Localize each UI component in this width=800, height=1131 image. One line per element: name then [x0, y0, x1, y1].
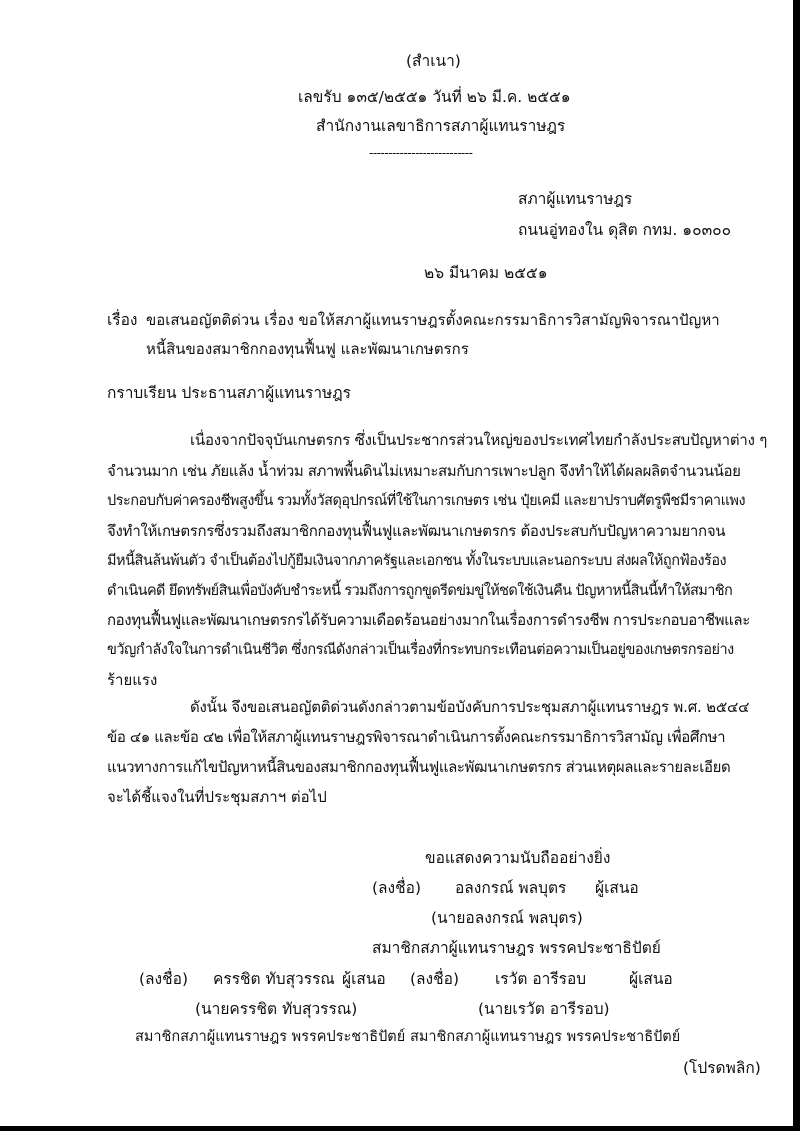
closing-phrase: ขอแสดงความนับถืออย่างยิ่ง [425, 849, 611, 867]
left-signer-position: สมาชิกสภาผู้แทนราษฎร พรรคประชาธิปัตย์ [135, 1029, 406, 1045]
main-signer-name: อลงกรณ์ พลบุตร [455, 879, 567, 897]
paragraph-line: เนื่องจากปัจจุบันเกษตรกร ซึ่งเป็นประชากรส่วนใหญ่ของประเทศไทยกำลังประสบปัญหาต่าง ๆ [190, 431, 768, 449]
main-sign-label: (ลงชื่อ) [372, 879, 421, 897]
paragraph-line: จึงทำให้เกษตรกรซึ่งรวมถึงสมาชิกกองทุนฟื้นฟูและพัฒนาเกษตรกร ต้องประสบกับปัญหาความยากจน [107, 522, 726, 540]
right-signer-name: เรวัต อารีรอบ [495, 970, 587, 988]
paragraph-line: กองทุนฟื้นฟูและพัฒนาเกษตรกรได้รับความเดือดร้อนอย่างมากในเรื่องการดำรงชีพ การประกอบอาชีพและ [107, 611, 750, 629]
header-divider: --------------------------- [369, 146, 473, 160]
copy-mark: (สำเนา) [406, 52, 461, 70]
right-signer-position: สมาชิกสภาผู้แทนราษฎร พรรคประชาธิปัตย์ [410, 1029, 681, 1045]
paragraph-line: ขวัญกำลังใจในการดำเนินชีวิต ซึ่งกรณีดังกล่าวเป็นเรื่องที่กระทบกระเทือนต่อความเป็นอยู่ของเกษตรกรอย่าง [107, 642, 734, 658]
paragraph-line: ร้ายแรง [107, 671, 158, 689]
right-signer-role: ผู้เสนอ [629, 970, 673, 988]
main-signer-role: ผู้เสนอ [595, 879, 639, 897]
right-sign-label: (ลงชื่อ) [410, 970, 459, 988]
paragraph-line: ประกอบกับค่าครองชีพสูงขึ้น รวมทั้งวัสดุอุปกรณ์ที่ใช้ในการเกษตร เช่น ปุ๋ยเคมี และยาปราบศัตรูพืชมีราคาแพง [107, 493, 746, 509]
paragraph-line: ข้อ ๔๑ และข้อ ๔๒ เพื่อให้สภาผู้แทนราษฎรพิจารณาดำเนินการตั้งคณะกรรมาธิการวิสามัญ เพื่อศึกษา [107, 728, 726, 746]
left-signer-full-name: (นายครรชิต ทับสุวรรณ) [195, 1000, 358, 1018]
paragraph-line: จะได้ชี้แจงในที่ประชุมสภาฯ ต่อไป [107, 788, 327, 806]
paragraph-line: ดำเนินคดี ยึดทรัพย์สินเพื่อบังคับชำระหนี้ รวมถึงการถูกขูดรีดข่มขู่ให้ชดใช้เงินคืน ปัญหาหนี้สินนี้ทำให้สมาชิก [107, 583, 733, 599]
letter-date: ๒๖ มีนาคม ๒๕๕๑ [424, 264, 548, 282]
address-line-1: สภาผู้แทนราษฎร [518, 190, 633, 208]
scan-edge-right [793, 0, 800, 1131]
paragraph-line: มีหนี้สินล้นพ้นตัว จำเป็นต้องไปกู้ยืมเงินจากภาครัฐและเอกชน ทั้งในระบบและนอกระบบ ส่งผลให้ถูกฟ้องร้อง [107, 553, 727, 569]
main-signer-full-name: (นายอลงกรณ์ พลบุตร) [431, 909, 583, 927]
paragraph-line: ดังนั้น จึงขอเสนอญัตติด่วนดังกล่าวตามข้อบังคับการประชุมสภาผู้แทนราษฎร พ.ศ. ๒๕๔๔ [190, 698, 750, 716]
paragraph-line: แนวทางการแก้ไขปัญหาหนี้สินของสมาชิกกองทุนฟื้นฟูและพัฒนาเกษตรกร ส่วนเหตุผลและรายละเอียด [107, 758, 731, 776]
subject-line-1: ขอเสนอญัตติด่วน เรื่อง ขอให้สภาผู้แทนราษฎรตั้งคณะกรรมาธิการวิสามัญพิจารณาปัญหา [146, 311, 720, 329]
right-signer-full-name: (นายเรวัต อารีรอบ) [478, 1000, 610, 1018]
address-line-2: ถนนอู่ทองใน ดุสิต กทม. ๑๐๓๐๐ [518, 221, 732, 239]
office-name: สำนักงานเลขาธิการสภาผู้แทนราษฎร [316, 117, 566, 135]
turn-over-note: (โปรดพลิก) [683, 1059, 761, 1077]
salutation: กราบเรียน ประธานสภาผู้แทนราษฎร [107, 384, 351, 402]
left-signer-name: ครรชิต ทับสุวรรณ [213, 970, 335, 988]
left-sign-label: (ลงชื่อ) [139, 970, 188, 988]
main-signer-position: สมาชิกสภาผู้แทนราษฎร พรรคประชาธิปัตย์ [372, 939, 661, 957]
subject-label: เรื่อง [107, 311, 138, 329]
subject-line-2: หนี้สินของสมาชิกกองทุนฟื้นฟู และพัฒนาเกษตรกร [146, 340, 469, 358]
left-signer-role: ผู้เสนอ [342, 970, 386, 988]
paragraph-line: จำนวนมาก เช่น ภัยแล้ง น้ำท่วม สภาพพื้นดินไม่เหมาะสมกับการเพาะปลูก จึงทำให้ได้ผลผลิตจำนวนน้อย [107, 462, 741, 480]
scan-edge-bottom [0, 1126, 800, 1131]
receipt-number: เลขรับ ๑๓๕/๒๕๕๑ วันที่ ๒๖ มี.ค. ๒๕๕๑ [298, 88, 571, 106]
